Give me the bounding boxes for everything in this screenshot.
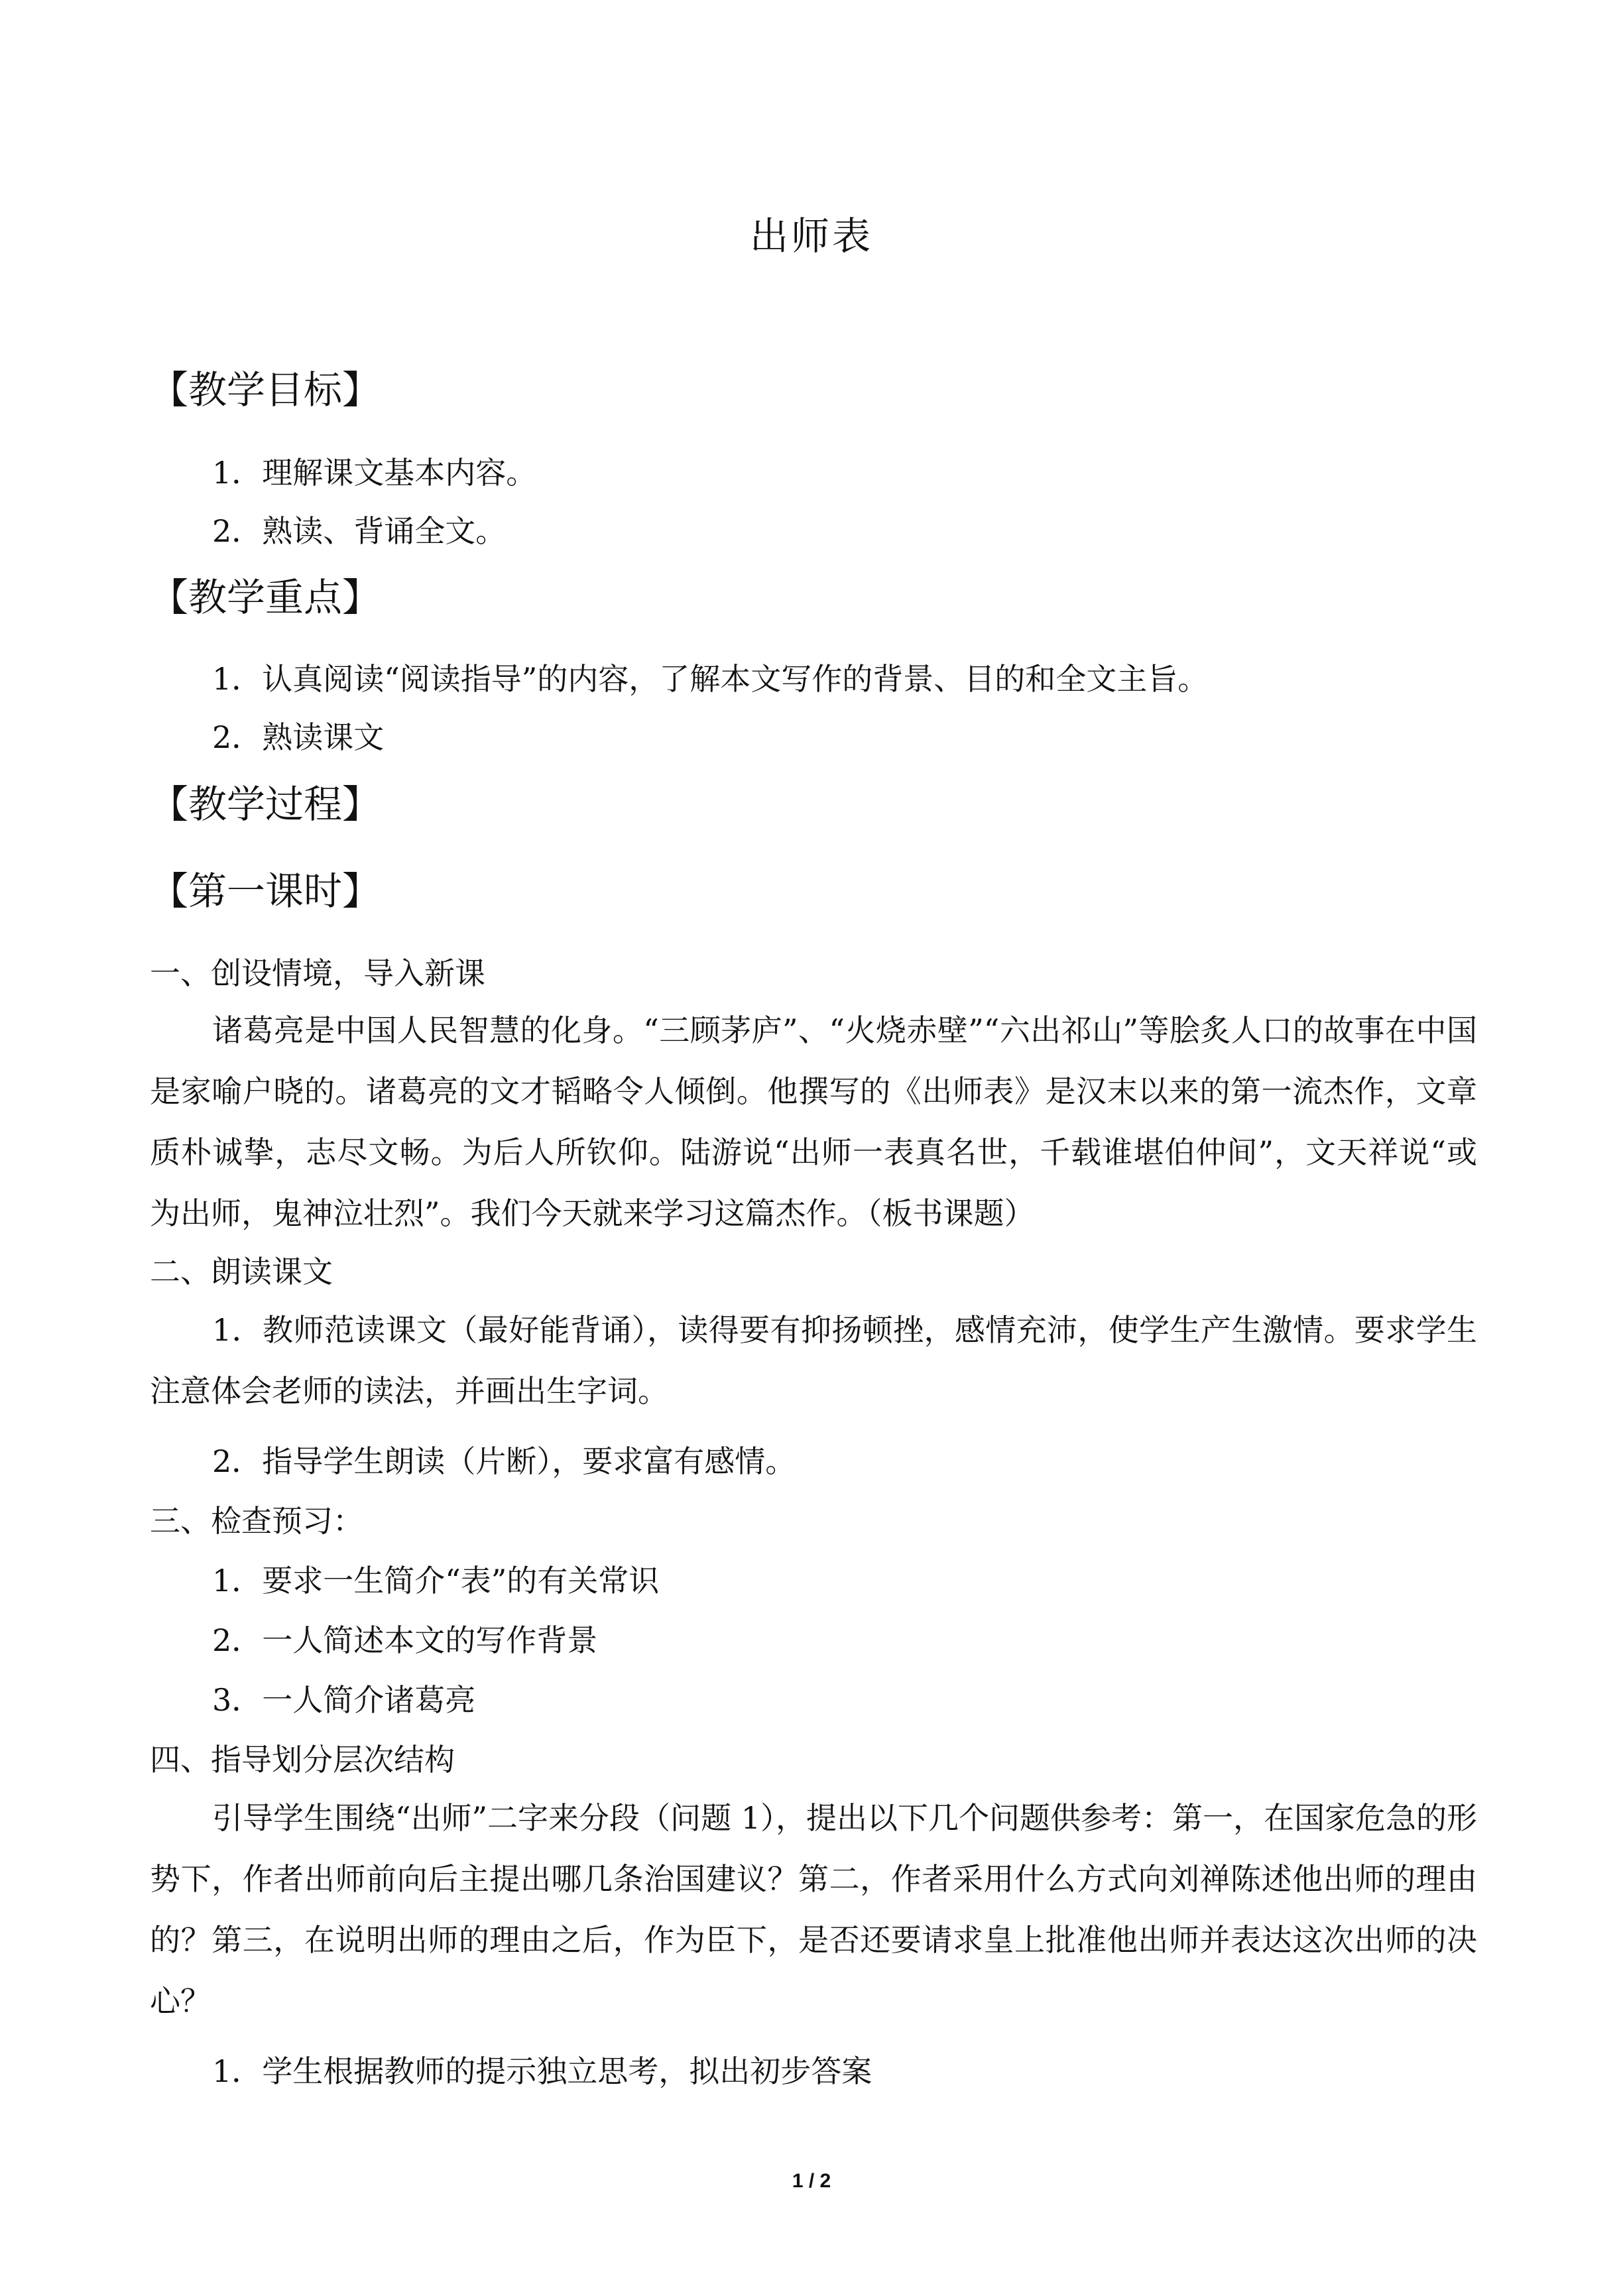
focus-item-1: 1．认真阅读“阅读指导”的内容，了解本文写作的背景、目的和全文主旨。 [212, 661, 1209, 697]
part4-paragraph: 引导学生围绕“出师”二字来分段（问题 1），提出以下几个问题供参考：第一，在国家危急的形势下，作者出师前向后主提出哪几条治国建议？第二，作者采用什么方式向刘禅陈述他出师的理由的？第三，在说明出师的理由之后，作为臣下，是否还要请求皇上批准他出师并表达这次出师的决心？ [150, 1800, 1477, 2019]
focus-item-2: 2．熟读课文 [212, 719, 385, 755]
part3-heading: 三、检查预习： [150, 1503, 363, 1539]
part3-item-2: 2．一人简述本文的写作背景 [212, 1622, 598, 1658]
section-heading-focus: 【教学重点】 [150, 575, 381, 620]
page-number: 1 / 2 [792, 2170, 831, 2192]
goal-item-1: 1．理解课文基本内容。 [212, 455, 537, 491]
section-heading-goals: 【教学目标】 [150, 367, 381, 412]
part2-heading: 二、朗读课文 [150, 1254, 333, 1290]
goal-item-2: 2．熟读、背诵全文。 [212, 513, 507, 549]
part3-item-1: 1．要求一生简介“表”的有关常识 [212, 1563, 660, 1599]
part2-item-1: 1．教师范读课文（最好能背诵），读得要有抑扬顿挫，感情充沛，使学生产生激情。要求学生注意体会老师的读法，并画出生字词。 [150, 1312, 1477, 1409]
part4-heading: 四、指导划分层次结构 [150, 1742, 455, 1778]
part2-item-2: 2．指导学生朗读（片断），要求富有感情。 [212, 1443, 796, 1479]
part3-item-3: 3．一人简介诸葛亮 [212, 1682, 476, 1718]
section-heading-process: 【教学过程】 [150, 782, 381, 827]
part1-paragraph: 诸葛亮是中国人民智慧的化身。“三顾茅庐”、“火烧赤壁”“六出祁山”等脍炙人口的故事在中国是家喻户晓的。诸葛亮的文才韬略令人倾倒。他撰写的《出师表》是汉末以来的第一流杰作，文章质朴诚挚，志尽文畅。为后人所钦仰。陆游说“出师一表真名世，千载谁堪伯仲间”，文天祥说“或为出师，鬼神泣壮烈”。我们今天就来学习这篇杰作。（板书课题） [150, 1012, 1477, 1231]
section-heading-lesson1: 【第一课时】 [150, 869, 381, 914]
part1-heading: 一、创设情境，导入新课 [150, 955, 485, 991]
part4-item-1: 1．学生根据教师的提示独立思考，拟出初步答案 [212, 2053, 872, 2089]
page-title: 出师表 [749, 213, 873, 259]
